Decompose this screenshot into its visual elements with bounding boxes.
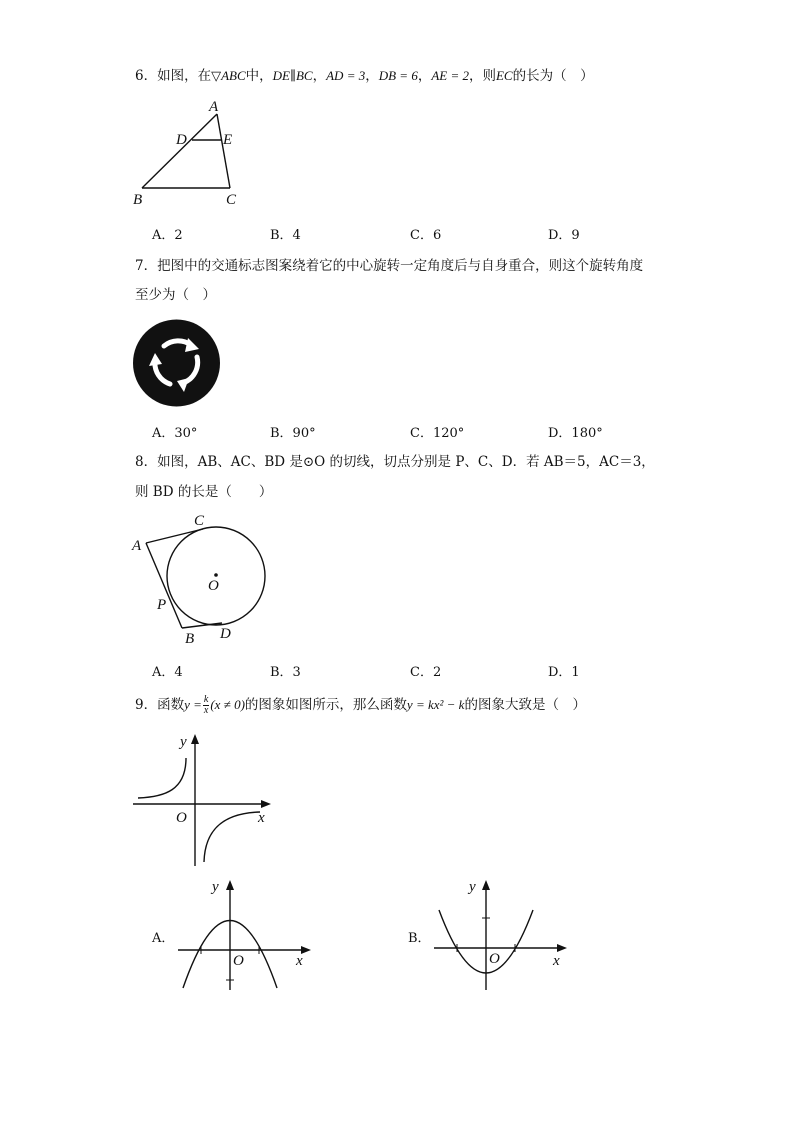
segment-ab xyxy=(142,114,217,188)
q6-text-3: ，则 xyxy=(468,68,496,84)
q6-option-d[interactable]: D．9 xyxy=(548,228,580,243)
label-d: D xyxy=(220,626,231,642)
origin-label: O xyxy=(176,810,187,826)
x-axis-arrow xyxy=(557,944,567,952)
q7-option-a[interactable]: A．30° xyxy=(152,426,198,441)
q9-text-3: 的图象大致是（ ） xyxy=(464,697,586,713)
q9-option-a-graph[interactable] xyxy=(170,872,315,992)
q6-triangle: ▽ABC xyxy=(211,68,246,83)
x-axis-arrow xyxy=(261,800,271,808)
q6-text-1: 如图，在 xyxy=(157,68,212,84)
q8-option-b[interactable]: B．3 xyxy=(270,665,301,680)
label-c: C xyxy=(226,192,237,208)
tangent-ab xyxy=(146,543,182,628)
segment-ac xyxy=(217,114,233,188)
label-p: P xyxy=(157,597,167,613)
axis-label-x: x xyxy=(258,810,265,826)
q9-condition: (x ≠ 0) xyxy=(210,697,245,712)
q9-y-equals: y = xyxy=(184,697,202,712)
axis-label-y: y xyxy=(469,879,476,895)
q6-cond-1: DE∥BC xyxy=(272,68,313,83)
q9-fraction-denominator: x xyxy=(203,705,209,716)
q8-option-d[interactable]: D．1 xyxy=(548,665,580,680)
label-b: B xyxy=(185,631,195,647)
axis-label-x: x xyxy=(553,953,560,969)
q8-option-c[interactable]: C．2 xyxy=(410,665,442,680)
q9-function-2: y = kx² − k xyxy=(406,697,465,712)
label-d: D xyxy=(176,132,187,148)
question-9-text xyxy=(135,694,586,716)
label-c: C xyxy=(194,513,205,529)
q6-triangle-figure xyxy=(125,95,255,215)
q6-number: 6． xyxy=(135,68,158,84)
question-6-text xyxy=(135,66,594,86)
axis-label-y: y xyxy=(180,734,187,750)
q6-option-b[interactable]: B．4 xyxy=(270,228,301,243)
label-a: A xyxy=(132,538,142,554)
q6-text-2: 中， xyxy=(245,68,273,84)
label-b: B xyxy=(133,192,143,208)
q7-option-d[interactable]: D．180° xyxy=(548,426,603,441)
label-o: O xyxy=(208,578,219,594)
q6-cond-2: AD = 3 xyxy=(326,68,366,83)
q9-number: 9．函数 xyxy=(135,697,185,713)
q8-option-a[interactable]: A．4 xyxy=(152,665,183,680)
sign-disc xyxy=(133,320,220,407)
label-e: E xyxy=(223,132,233,148)
label-a: A xyxy=(209,99,219,115)
q6-option-c[interactable]: C．6 xyxy=(410,228,442,243)
q9-option-a-label[interactable]: A． xyxy=(152,931,175,946)
q6-sep-2: ， xyxy=(365,68,379,84)
q6-option-a[interactable]: A．2 xyxy=(152,228,183,243)
axis-label-y: y xyxy=(212,879,219,895)
q6-sep-3: ， xyxy=(417,68,432,84)
question-7-line-2: 至少为（ ） xyxy=(135,287,216,303)
q9-fraction-numerator: k xyxy=(203,694,209,705)
q6-cond-3: DB = 6 xyxy=(378,68,418,83)
q9-fraction xyxy=(203,695,209,716)
q7-option-c[interactable]: C．120° xyxy=(410,426,465,441)
center-point xyxy=(214,573,218,577)
y-axis-arrow xyxy=(226,880,234,890)
y-axis-arrow xyxy=(191,734,199,744)
q6-text-4: 的长为（ ） xyxy=(512,68,594,84)
question-7-line-1: 7．把图中的交通标志图案绕着它的中心旋转一定角度后与自身重合，则这个旋转角度 xyxy=(135,258,644,274)
q9-option-b-label[interactable]: B． xyxy=(408,931,431,946)
axis-label-x: x xyxy=(296,953,303,969)
q9-text-2: 的图象如图所示，那么函数 xyxy=(244,697,407,713)
q8-tangent-figure xyxy=(125,505,275,650)
hyperbola-branch-upper-left xyxy=(138,758,186,798)
q6-ec: EC xyxy=(495,68,513,83)
origin-label: O xyxy=(233,953,244,969)
question-8-line-1: 8．如图，AB、AC、BD 是⊙O 的切线，切点分别是 P、C、D．若 AB＝5，AC＝3， xyxy=(135,454,655,470)
tangent-ac xyxy=(146,529,203,543)
q6-sep-1: ， xyxy=(312,68,327,84)
question-8-line-2: 则 BD 的长是（ ） xyxy=(135,484,273,500)
origin-label: O xyxy=(489,951,500,967)
q9-option-b-graph[interactable] xyxy=(428,872,573,992)
y-axis-arrow xyxy=(482,880,490,890)
q9-hyperbola-graph xyxy=(125,728,280,870)
q6-cond-4: AE = 2 xyxy=(431,68,469,83)
hyperbola-branch-lower-right xyxy=(204,812,260,862)
q7-option-b[interactable]: B．90° xyxy=(270,426,316,441)
roundabout-sign-icon xyxy=(132,319,222,407)
